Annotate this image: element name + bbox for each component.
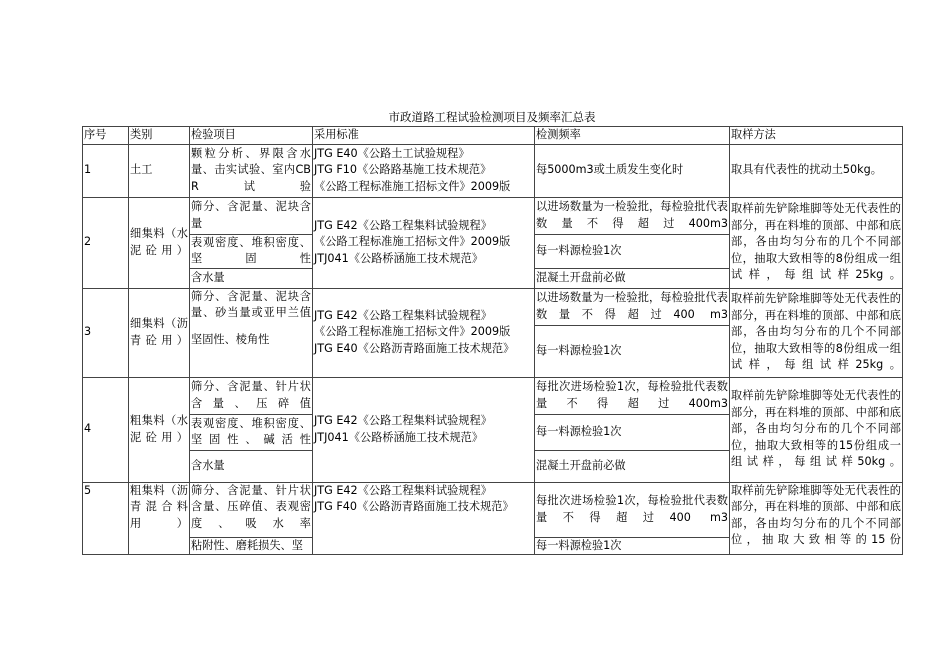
row-item bbox=[190, 288, 313, 377]
row-frequency: 混凝土开盘前必做 bbox=[535, 450, 730, 482]
table-row bbox=[83, 144, 903, 197]
header-standard: 采用标准 bbox=[313, 127, 535, 145]
row-item: 筛分、含泥量、针片状含量、压碎值 bbox=[190, 377, 313, 414]
table-row bbox=[83, 377, 903, 414]
row-no: 3 bbox=[83, 288, 129, 377]
row-frequency: 每一料源检验1次 bbox=[535, 537, 730, 555]
page-title: 市政道路工程试验检测项目及频率汇总表 bbox=[388, 110, 596, 124]
row-standard: JTG E42《公路工程集料试验规程》 《公路工程标准施工招标文件》2009版 JTJ041《公路桥涵施工技术规范》 bbox=[313, 197, 535, 288]
table-header-row bbox=[83, 127, 903, 145]
row-standard: JTG E40《公路土工试验规程》 JTG F10《公路路基施工技术规范》 《公路工程标准施工招标文件》2009版 bbox=[313, 144, 535, 197]
row-item: 筛分、含泥量、泥块含量 bbox=[190, 197, 313, 234]
header-items: 检验项目 bbox=[190, 127, 313, 145]
row-item-text: 筛分、含泥量、泥块含量、砂当量或亚甲兰值 bbox=[191, 289, 311, 319]
row-standard: JTG E42《公路工程集料试验规程》 《公路工程标准施工招标文件》2009版 JTG E40《公路沥青路面施工技术规范》 bbox=[313, 288, 535, 377]
row-frequency: 以进场数量为一检验批，每检验批代表数量不得超过400m3 bbox=[535, 197, 730, 234]
row-sampling: 取样前先铲除堆脚等处无代表性的部分，再在料堆的顶部、中部和底部，各由均匀分布的几个不同部位，抽取大致相等的8份组成一组试样，每组试样25kg。 bbox=[730, 288, 903, 377]
row-sampling: 取样前先铲除堆脚等处无代表性的部分，再在料堆的顶部、中部和底部，各由均匀分布的几个不同部位，抽取大致相等的15份 bbox=[730, 482, 903, 555]
row-frequency: 每5000m3或土质发生变化时 bbox=[535, 144, 730, 197]
row-frequency: 每批次进场检验1次，每检验批代表数量不得超过400m3 bbox=[535, 377, 730, 414]
row-category: 粗集料（水泥砼用） bbox=[129, 377, 190, 482]
row-item: 颗粒分析、界限含水量、击实试验、室内CBR试验 bbox=[190, 144, 313, 197]
header-sampling: 取样方法 bbox=[730, 127, 903, 145]
row-frequency: 每一料源检验1次 bbox=[535, 414, 730, 450]
row-sampling: 取具有代表性的扰动土50kg。 bbox=[730, 144, 903, 197]
row-category: 细集料（沥青砼用） bbox=[129, 288, 190, 377]
row-item: 表观密度、堆积密度、坚固性 bbox=[190, 234, 313, 268]
row-item: 含水量 bbox=[190, 268, 313, 288]
row-item: 粘附性、磨耗损失、坚 bbox=[190, 537, 313, 555]
row-standard: JTG E42《公路工程集料试验规程》 JTG F40《公路沥青路面施工技术规范》 bbox=[313, 482, 535, 555]
row-item: 筛分、含泥量、针片状含量、压碎值、表观密度、吸水率 bbox=[190, 482, 313, 537]
row-category: 土工 bbox=[129, 144, 190, 197]
header-category: 类别 bbox=[129, 127, 190, 145]
table-row bbox=[83, 482, 903, 537]
row-standard: JTG E42《公路工程集料试验规程》 JTJ041《公路桥涵施工技术规范》 bbox=[313, 377, 535, 482]
row-sampling: 取样前先铲除堆脚等处无代表性的部分，再在料堆的顶部、中部和底部，各由均匀分布的几个不同部位，抽取大致相等的15份组成一组试样，每组试样50kg。 bbox=[730, 377, 903, 482]
table-row bbox=[83, 197, 903, 234]
row-no: 2 bbox=[83, 197, 129, 288]
row-category: 粗集料（沥青混合料用） bbox=[129, 482, 190, 555]
row-item: 含水量 bbox=[190, 450, 313, 482]
table-row bbox=[83, 288, 903, 325]
row-no: 4 bbox=[83, 377, 129, 482]
row-frequency: 每一料源检验1次 bbox=[535, 234, 730, 268]
row-sampling: 取样前先铲除堆脚等处无代表性的部分，再在料堆的顶部、中部和底部，各由均匀分布的几个不同部位，抽取大致相等的8份组成一组试样，每组试样25kg。 bbox=[730, 197, 903, 288]
row-no: 1 bbox=[83, 144, 129, 197]
row-category: 细集料（水泥砼用） bbox=[129, 197, 190, 288]
row-frequency: 每一料源检验1次 bbox=[535, 325, 730, 377]
header-no: 序号 bbox=[83, 127, 129, 145]
row-frequency: 混凝土开盘前必做 bbox=[535, 268, 730, 288]
header-frequency: 检测频率 bbox=[535, 127, 730, 145]
row-item: 表观密度、堆积密度、坚固性、碱活性 bbox=[190, 414, 313, 450]
row-frequency: 以进场数量为一检验批，每检验批代表数量不得超过400 m3 bbox=[535, 288, 730, 325]
row-item-text: 坚固性、棱角性 bbox=[191, 332, 270, 346]
row-no: 5 bbox=[83, 482, 129, 555]
row-frequency: 每批次进场检验1次，每检验批代表数量不得超过400 m3 bbox=[535, 482, 730, 537]
test-frequency-table bbox=[82, 126, 903, 555]
